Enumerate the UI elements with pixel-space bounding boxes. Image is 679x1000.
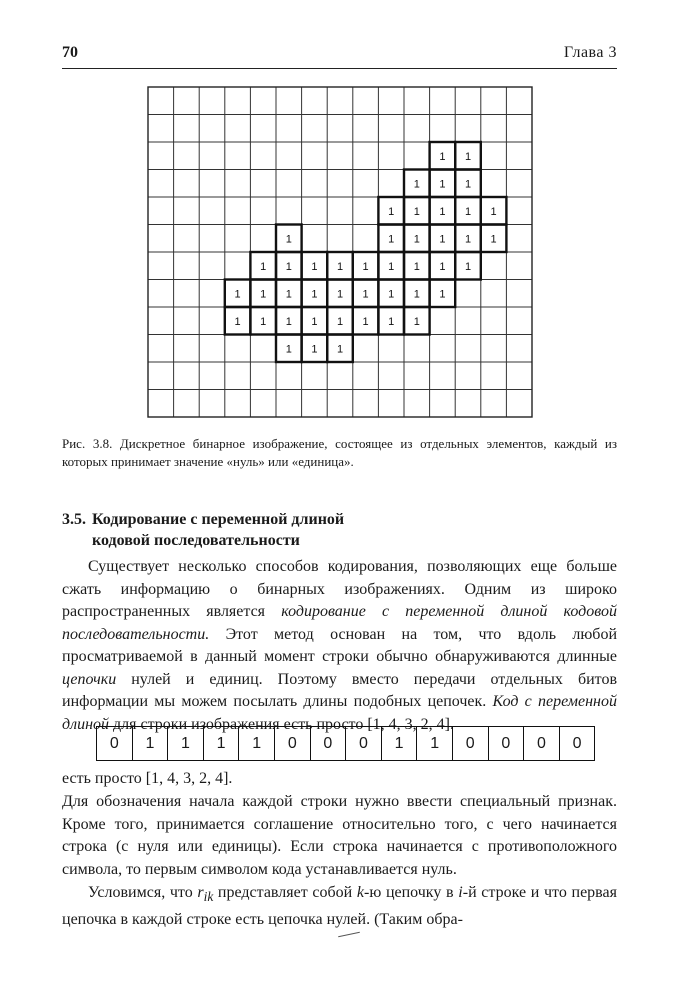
grid-cell-value: 1 [285,260,292,273]
grid-cell-one [378,225,404,253]
grid-cell-one [276,252,302,280]
grid-cell-value: 1 [439,233,446,246]
grid-cell-value: 1 [439,260,446,273]
grid-cell-value: 1 [464,150,472,163]
grid-cell-one [250,280,276,308]
bit-cell: 1 [382,727,418,760]
grid-cell-value: 1 [311,343,318,356]
grid-cell-one [276,307,302,335]
grid-cell-value: 1 [336,343,344,356]
bit-cell: 0 [275,727,311,760]
grid-cell-value: 1 [285,315,292,328]
grid-cell-one [404,225,430,253]
grid-cell-one [404,197,430,225]
header-rule [62,68,617,69]
grid-cell-value: 1 [388,288,395,301]
grid-cell-value: 1 [439,205,446,218]
grid-cell-one [455,170,481,198]
p1-text-1: Существует несколько способов кодирования, позволяющих еще больше сжать информацию о бинарных изображениях. Одним из широко распространенных является [62,558,617,620]
p4-k-symbol: k [356,884,364,901]
grid-cell-one [327,280,353,308]
grid-cell-value: 1 [464,260,472,273]
grid-cell-value: 1 [311,260,318,273]
grid-cell-one [404,170,430,198]
grid-cell-one [378,252,404,280]
p1-italic-code: Код с переменной длиной [62,693,617,733]
grid-cell-one [378,197,404,225]
section-title-line2: кодовой последовательности [92,532,300,549]
grid-cell-one [225,280,251,308]
grid-cell-value: 1 [464,205,472,218]
section-title-line1: Кодирование с переменной длиной [92,511,345,528]
grid-cell-value: 1 [490,205,497,218]
p4-r-subscript: ik [203,889,214,905]
grid-cell-one [302,307,328,335]
grid-cell-one [455,252,481,280]
p1-text-3: нулей и единиц. Поэтому вместо передачи отдельных битов информации мы можем посылать длины подобных цепочек. [62,670,617,710]
grid-cell-one [481,197,507,225]
grid-cell-value: 1 [336,315,344,328]
binary-image-grid [147,86,533,422]
grid-cell-one [430,142,456,170]
grid-cell-value: 1 [413,315,420,328]
grid-cell-one [250,252,276,280]
p4-text-2: представляет собой [213,884,357,901]
bit-cell: 0 [311,727,347,760]
grid-cell-one [404,252,430,280]
p4-text-1: Условимся, что [88,884,198,901]
grid-cell-one [302,252,328,280]
grid-cell-value: 1 [260,315,267,328]
paragraph-intro [62,556,617,736]
bit-cell: 0 [453,727,489,760]
p4-i-symbol: i [458,884,463,901]
bit-cell: 0 [346,727,382,760]
bit-cell: 0 [97,727,133,760]
grid-cell-value: 1 [362,315,369,328]
grid-cell-one [276,225,302,253]
grid-cell-value: 1 [490,233,497,246]
grid-cell-one [378,307,404,335]
figure-caption: Рис. 3.8. Дискретное бинарное изображение, состоящее из отдельных элементов, каждый из которых принимает значение «нуль» или «единица». [62,436,617,469]
grid-cell-value: 1 [336,288,344,301]
grid-cell-value: 1 [388,233,395,246]
paragraph-row-start: Для обозначения начала каждой строки нужно ввести специальный признак. Кроме того, принимается соглашение относительно того, с чего начинается строка (с нуля или единицы). Если строка начинается с противоположного символа, то первым символом кода устанавливается нуль. [62,793,617,878]
grid-cell-value: 1 [413,233,420,246]
grid-cell-one [430,197,456,225]
bit-cell: 1 [204,727,240,760]
grid-cell-one [455,225,481,253]
bit-cell: 0 [489,727,525,760]
grid-cell-one [327,335,353,363]
grid-cell-one [302,280,328,308]
grid-cell-one [378,280,404,308]
grid-cell-one [430,225,456,253]
bit-sequence-row [96,726,595,761]
grid-cell-value: 1 [285,288,292,301]
grid-cell-value: 1 [413,205,420,218]
section-heading [62,509,617,551]
paragraph-convention [62,882,617,931]
bit-cell: 1 [417,727,453,760]
grid-cell-value: 1 [388,315,395,328]
pen-mark [338,932,360,938]
p1-text-4: для строки изображения есть просто [1, 4, 3, 2, 4]. [109,715,454,733]
bit-cell: 0 [524,727,560,760]
grid-cell-one [353,252,379,280]
grid-cell-value: 1 [285,343,292,356]
grid-cell-one [276,280,302,308]
grid-cell-value: 1 [439,288,446,301]
p1-italic-chains: цепочки [62,670,117,688]
grid-cell-value: 1 [464,178,472,191]
p4-text-3: -ю цепочку в [363,884,459,901]
grid-cell-one [481,225,507,253]
grid-cell-value: 1 [413,178,420,191]
page-header [62,44,617,66]
grid-cell-one [327,252,353,280]
grid-cell-value: 1 [388,205,395,218]
grid-cell-one [455,142,481,170]
grid-cell-value: 1 [260,288,267,301]
section-number: 3.5. [62,511,86,528]
p4-r-symbol: r [197,884,204,901]
grid-cell-one [430,252,456,280]
bit-cell: 1 [133,727,169,760]
grid-cell-value: 1 [413,260,420,273]
grid-cell-one [327,307,353,335]
grid-cell-value: 1 [336,260,344,273]
grid-cell-value: 1 [439,150,446,163]
p1-text-2: Этот метод основан на том, что вдоль любой просматриваемой в данный момент строки обычно обнаруживаются длинные [62,625,617,665]
p4-text-4: -й строке и что первая цепочка в каждой строке есть цепочка нулей. (Таким обра- [62,884,617,928]
grid-cell-value: 1 [388,260,395,273]
grid-cell-one [353,280,379,308]
grid-cell-one [404,307,430,335]
grid-cell-one [225,307,251,335]
grid-cell-value: 1 [285,233,292,246]
grid-cell-value: 1 [234,315,241,328]
paragraph-result: есть просто [1, 4, 3, 2, 4]. [62,770,233,787]
grid-cell-value: 1 [362,260,369,273]
grid-cell-value: 1 [311,288,318,301]
grid-cell-value: 1 [234,288,241,301]
grid-cell-value: 1 [439,178,446,191]
chapter-label: Глава 3 [563,44,617,61]
p1-italic-term: кодирование с переменной длиной кодовой последовательности. [62,603,617,643]
grid-cell-value: 1 [260,260,267,273]
grid-cell-value: 1 [464,233,472,246]
grid-cell-one [353,307,379,335]
grid-cell-one [430,170,456,198]
grid-cell-one [404,280,430,308]
page-number: 70 [62,44,78,61]
grid-cell-one [455,197,481,225]
grid-cell-one [250,307,276,335]
bit-cell: 1 [168,727,204,760]
bit-cell: 0 [572,734,582,752]
grid-cell-value: 1 [362,288,369,301]
bit-cell: 1 [239,727,275,760]
grid-cell-value: 1 [413,288,420,301]
grid-cell-value: 1 [311,315,318,328]
grid-cell-one [302,335,328,363]
grid-cell-one [276,335,302,363]
grid-cell-one [430,280,456,308]
